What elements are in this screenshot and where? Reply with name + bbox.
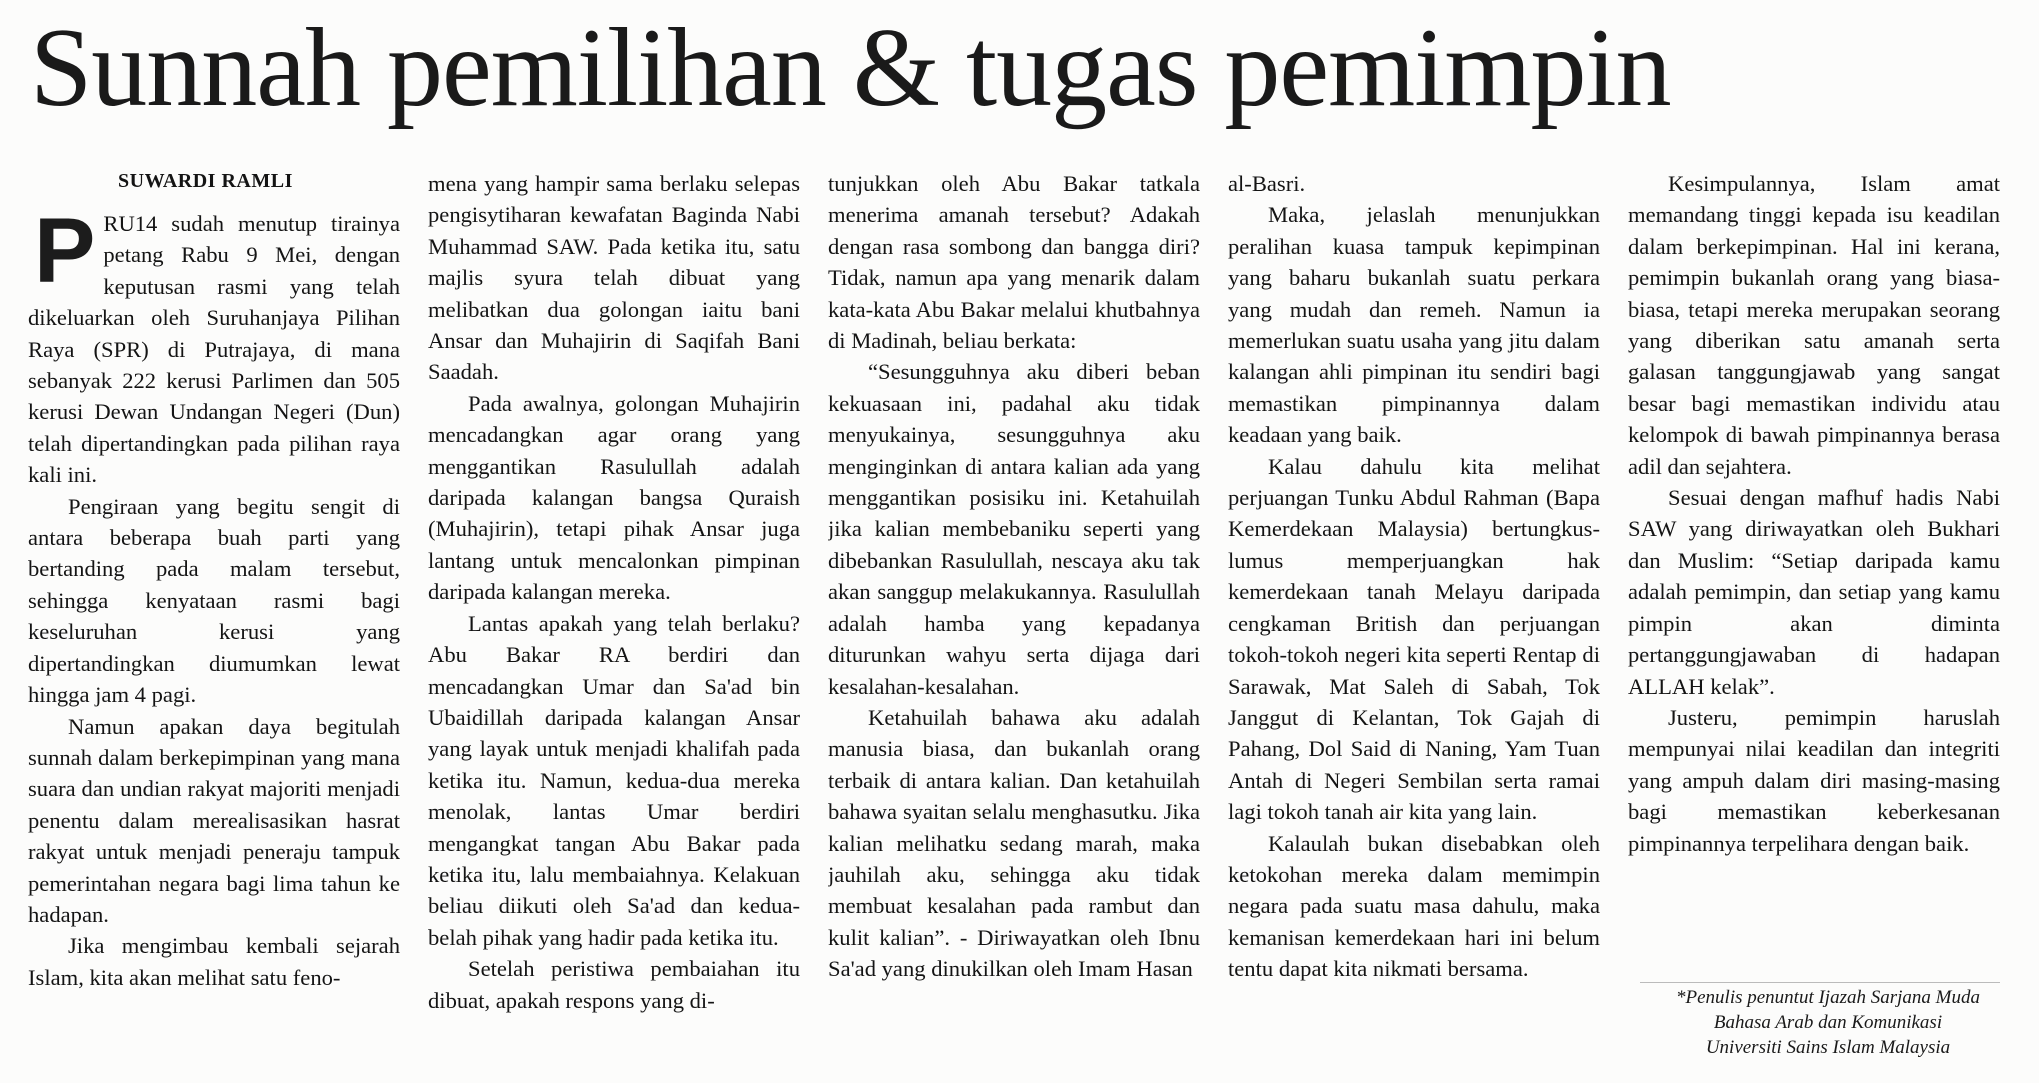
paragraph: Sesuai dengan mafhuf hadis Nabi SAW yang diriwayatkan oleh Bukhari dan Muslim: “Setiap daripada kamu adalah pemimpin, dan setiap yang kamu pimpin akan diminta pertanggungjawaban di hadapan ALLAH kelak”. — [1628, 485, 2000, 699]
paragraph: Pada awalnya, golongan Muhajirin mencadangkan agar orang yang menggantikan Rasulullah adalah daripada kalangan bangsa Quraish (Muhajirin), tetapi pihak Ansar juga lantang untuk mencalonkan pimpinan daripada kalangan mereka. — [428, 390, 800, 605]
paragraph: Kesimpulannya, Islam amat memandang tinggi kepada isu keadilan dalam berkepimpinan. Hal ini kerana, pemimpin bukanlah orang yang biasa-biasa, tetapi mereka merupakan seorang yang diberikan satu amanah serta galasan tanggungjawab yang sangat besar bagi memastikan individu atau kelompok di bawah pimpinannya berasa adil dan sejahtera. — [1628, 171, 2000, 479]
paragraph: Maka, jelaslah menunjukkan peralihan kuasa tampuk kepimpinan yang baharu bukanlah suatu perkara yang mudah dan remeh. Namun ia memerlukan suatu usaha yang jitu dalam kalangan ahli pimpinan itu sendiri bagi memastikan pimpinannya dalam keadaan yang baik. — [1228, 202, 1600, 448]
paragraph: Justeru, pemimpin haruslah mempunyai nilai keadilan dan integriti yang ampuh dalam diri masing-masing bagi memastikan keberkesanan pimpinannya terpelihara dengan baik. — [1628, 704, 2000, 856]
paragraph: Namun apakan daya begitulah sunnah dalam berkepimpinan yang mana suara dan undian rakyat majoriti menjadi penentu dalam merealisasikan hasrat rakyat untuk menjadi peneraju tampuk pemerintahan negara bagi lima tahun ke hadapan. — [28, 713, 400, 927]
paragraph: Jika mengimbau kembali sejarah Islam, kita akan melihat satu feno- — [28, 933, 400, 990]
column-4 — [1228, 168, 1600, 1068]
column-2 — [428, 168, 800, 1068]
footnote-line: *Penulis penuntut Ijazah Sarjana Muda — [1676, 987, 1980, 1008]
footnote-line: Universiti Sains Islam Malaysia — [1705, 1037, 1951, 1058]
paragraph: mena yang hampir sama berlaku selepas pengisytiharan kewafatan Baginda Nabi Muhammad SAW. Pada ketika itu, satu majlis syura telah dibuat yang melibatkan dua golongan iaitu bani Ansar dan Muhajirin di Saqifah Bani Saadah. — [428, 171, 800, 385]
byline: SUWARDI RAMLI — [118, 170, 293, 192]
paragraph: “Sesungguhnya aku diberi beban kekuasaan ini, padahal aku tidak menyukainya, sesungguhnya aku menginginkan di antara kalian ada yang menggantikan posisiku ini. Ketahuilah jika kalian membebaniku seperti yang dibebankan Rasulullah, nescaya aku tak akan sanggup melakukannya. Rasulullah adalah hamba yang kepadanya diturunkan wahyu serta dijaga dari kesalahan-kesalahan. — [828, 359, 1200, 699]
paragraph: Setelah peristiwa pembaiahan itu dibuat, apakah respons yang di- — [428, 956, 800, 1013]
paragraph: Kalau dahulu kita melihat perjuangan Tunku Abdul Rahman (Bapa Kemerdekaan Malaysia) bertungkus-lumus memperjuangkan hak kemerdekaan tanah Melayu daripada cengkaman British dan perjuangan tokoh-tokoh negeri kita seperti Rentap di Sarawak, Mat Saleh di Sabah, Tok Janggut di Kelantan, Tok Gajah di Pahang, Dol Said di Naning, Yam Tuan Antah di Negeri Sembilan serta ramai lagi tokoh tanah air kita yang lain. — [1228, 453, 1600, 825]
column-3 — [828, 168, 1200, 1068]
paragraph: PRU14 sudah menutup tirainya petang Rabu 9 Mei, dengan keputusan rasmi yang telah dikeluarkan oleh Suruhanjaya Pilihan Raya (SPR) di Putrajaya, di mana sebanyak 222 kerusi Parlimen dan 505 kerusi Dewan Undangan Negeri (Dun) telah dipertandingkan pada pilihan raya kali ini. — [28, 200, 400, 488]
footnote-line: Bahasa Arab dan Komunikasi — [1713, 1012, 1943, 1033]
paragraph: Kalaulah bukan disebabkan oleh ketokohan mereka dalam memimpin negara pada suatu masa dahulu, maka kemanisan kemerdekaan hari ini belum tentu dapat kita nikmati bersama. — [1228, 830, 1600, 982]
drop-cap: P — [34, 200, 96, 302]
footnote-rule — [1640, 982, 2000, 983]
column-5 — [1628, 168, 2000, 968]
paragraph: tunjukkan oleh Abu Bakar tatkala menerima amanah tersebut? Adakah dengan rasa sombong dan bangga diri? Tidak, namun apa yang menarik dalam kata-kata Abu Bakar melalui khutbahnya di Madinah, beliau berkata: — [828, 171, 1200, 354]
headline: Sunnah pemilihan & tugas pemimpin — [30, 6, 1671, 130]
paragraph: Pengiraan yang begitu sengit di antara beberapa buah parti yang bertanding pada malam tersebut, sehingga kenyataan rasmi bagi keseluruhan kerusi yang dipertandingkan diumumkan lewat hingga jam 4 pagi. — [28, 493, 400, 708]
author-footnote — [1628, 985, 2028, 1065]
paragraph: Lantas apakah yang telah berlaku? Abu Bakar RA berdiri dan mencadangkan Umar dan Sa'ad bin Ubaidillah daripada kalangan Ansar yang layak untuk menjadi khalifah pada ketika itu. Namun, kedua-dua mereka menolak, lantas Umar berdiri mengangkat tangan Abu Bakar pada ketika itu, lalu membaiahnya. Kelakuan beliau diikuti oleh Sa'ad dan kedua-belah pihak yang hadir pada ketika itu. — [428, 610, 800, 950]
paragraph: Ketahuilah bahawa aku adalah manusia biasa, dan bukanlah orang terbaik di antara kalian. Dan ketahuilah bahawa syaitan selalu menghasutku. Jika kalian melihatku sedang marah, maka jauhilah aku, sehingga aku tidak membuat kesalahan pada rambut dan kulit kalian”. - Diriwayatkan oleh Ibnu Sa'ad yang dinukilkan oleh Imam Hasan — [828, 704, 1200, 982]
bleed-through-ghost-text — [70, 96, 1970, 156]
paragraph: al-Basri. — [1228, 171, 1306, 196]
column-1 — [28, 168, 400, 1068]
